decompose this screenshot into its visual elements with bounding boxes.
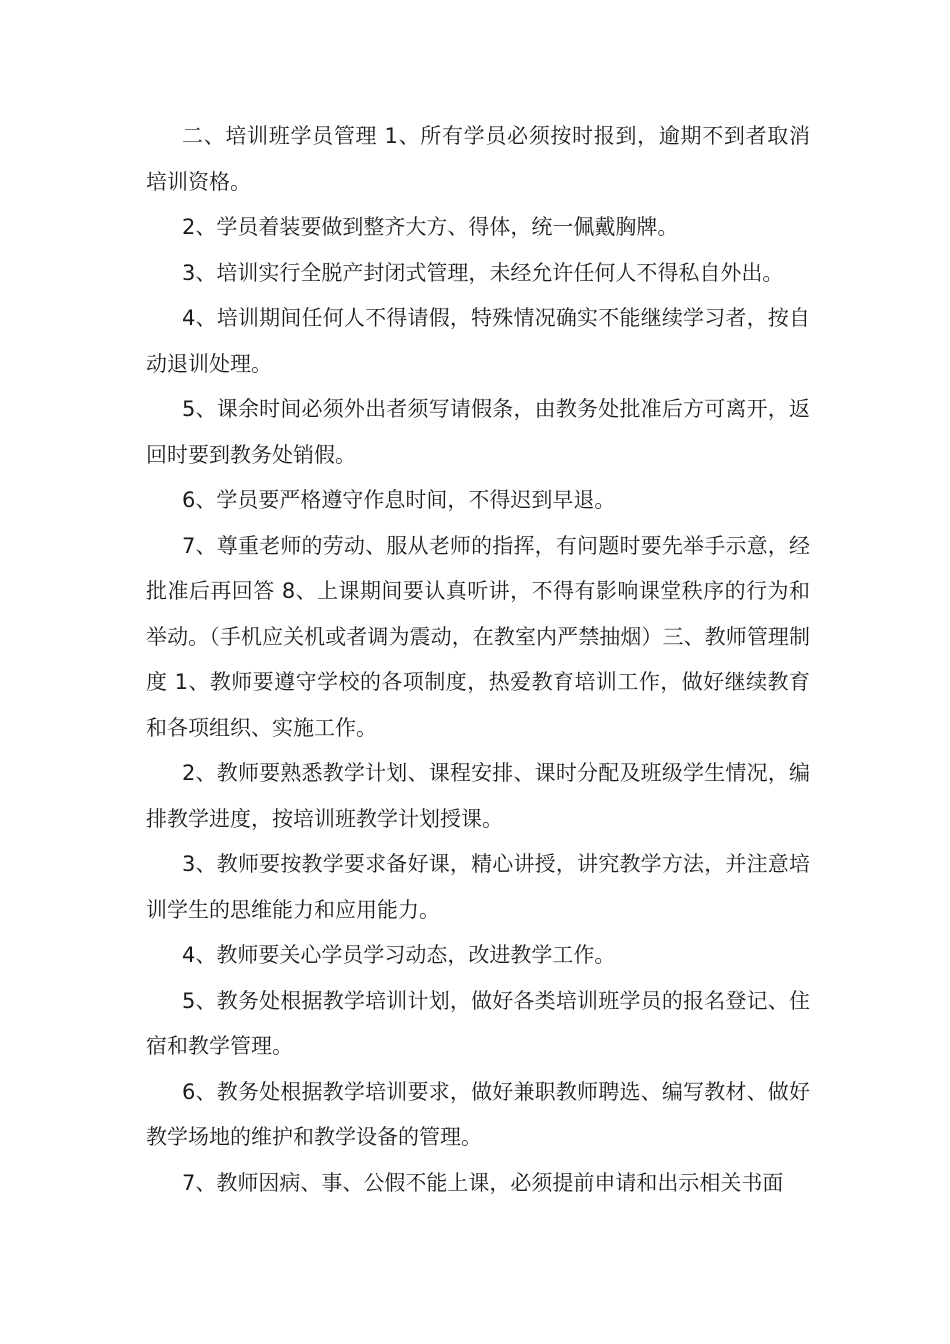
paragraph-schedule: 6、学员要严格遵守作息时间，不得迟到早退。 xyxy=(182,488,616,512)
paragraph-classroom-rules: 7、尊重老师的劳动、服从老师的指挥，有问题时要先举手示意，经批准后再回答 8、上课期间要认真听讲，不得有影响课堂秩序的行为和举动。（手机应关机或者调为震动，在教室内严禁抽烟）三、教师管理制度 1、教师要遵守学校的各项制度，热爱教育培训工作，做好继续教育和各项组织、实施工作。 xyxy=(146,533,810,740)
paragraph-facilities: 6、教务处根据教学培训要求，做好兼职教师聘选、编写教材、做好教学场地的维护和教学设备的管理。 xyxy=(146,1079,810,1149)
paragraph-trainee-management: 二、培训班学员管理 1、所有学员必须按时报到，逾期不到者取消培训资格。 xyxy=(146,124,810,194)
paragraph-student-care: 4、教师要关心学员学习动态，改进教学工作。 xyxy=(182,943,616,967)
paragraph-lesson-preparation: 3、教师要按教学要求备好课，精心讲授，讲究教学方法，并注意培训学生的思维能力和应用能力。 xyxy=(146,852,810,922)
paragraph-registration: 5、教务处根据教学培训计划，做好各类培训班学员的报名登记、住宿和教学管理。 xyxy=(146,988,810,1058)
paragraph-teacher-absence: 7、教师因病、事、公假不能上课，必须提前申请和出示相关书面 xyxy=(182,1170,784,1195)
paragraph-teaching-plan: 2、教师要熟悉教学计划、课程安排、课时分配及班级学生情况，编排教学进度，按培训班教学计划授课。 xyxy=(146,761,810,831)
paragraph-going-out: 5、课余时间必须外出者须写请假条，由教务处批准后方可离开，返回时要到教务处销假。 xyxy=(146,397,810,467)
paragraph-leave-policy: 4、培训期间任何人不得请假，特殊情况确实不能继续学习者，按自动退训处理。 xyxy=(146,306,810,376)
paragraph-dress-code: 2、学员着装要做到整齐大方、得体，统一佩戴胸牌。 xyxy=(182,215,679,239)
document-body xyxy=(146,114,810,1206)
paragraph-closed-management: 3、培训实行全脱产封闭式管理，未经允许任何人不得私自外出。 xyxy=(182,260,784,285)
